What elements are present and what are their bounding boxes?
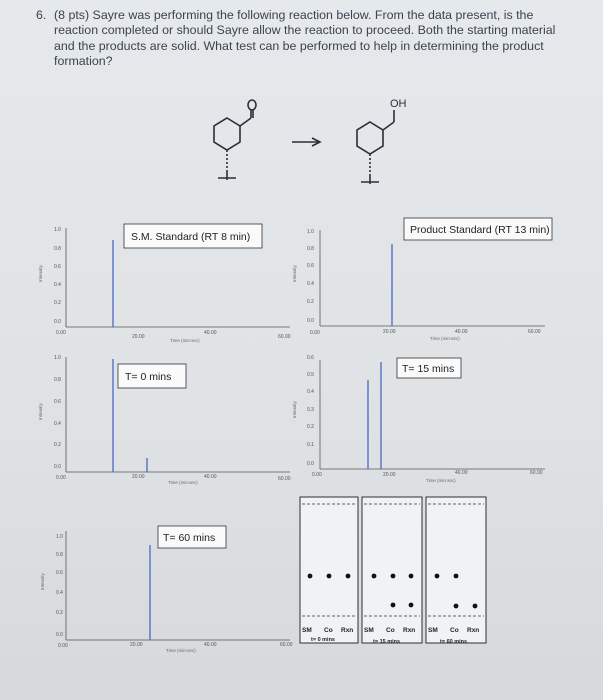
t60-ytick-0-2: 0.2 <box>56 610 63 616</box>
tlc-plate-t60 <box>426 497 486 645</box>
t0-y-ticks <box>54 355 61 470</box>
starting-material-structure <box>214 100 256 180</box>
tlc-lane-rxn: Rxn <box>467 627 480 634</box>
chart-t15 <box>292 355 545 483</box>
reaction-arrow <box>292 138 320 146</box>
tlc-lane-co: Co <box>324 627 333 634</box>
t60-ytick-0-6: 0.6 <box>56 570 63 576</box>
t60-ytick-0-4: 0.4 <box>56 590 63 596</box>
t0-ytick-0-4: 0.4 <box>54 421 61 427</box>
tlc-spot <box>346 574 351 579</box>
tlc-time-label-t60: t= 60 mins <box>440 639 468 645</box>
t0-xtick-40: 40.00 <box>204 474 217 480</box>
t15-ytick-0-0: 0.0 <box>307 461 314 467</box>
tlc-spot <box>391 603 396 608</box>
t0-ytick-0-8: 0.8 <box>54 377 61 383</box>
product-standard-xtick-0: 0.00 <box>310 330 320 336</box>
tlc-plates <box>300 497 486 645</box>
sm-standard-y-ticks <box>54 227 61 325</box>
t0-ytick-0-6: 0.6 <box>54 399 61 405</box>
tlc-spot <box>391 574 396 579</box>
tlc-lane-co: Co <box>386 627 395 634</box>
product-standard-y-ticks <box>307 229 314 324</box>
t15-ytick-0-4: 0.4 <box>307 389 314 395</box>
t60-ytick-0-8: 0.8 <box>56 552 63 558</box>
tlc-lane-co: Co <box>450 627 459 634</box>
t60-xlabel: Time (min:sec) <box>166 648 196 653</box>
t15-xtick-20: 20.00 <box>383 472 396 478</box>
tlc-time-label-t0: t= 0 mins <box>311 637 335 643</box>
sm-standard-ytick-0-6: 0.6 <box>54 264 61 270</box>
t0-label: T= 0 mins <box>125 371 172 383</box>
t15-y-ticks <box>307 355 314 467</box>
tlc-plate-t0 <box>300 497 358 643</box>
tlc-spot <box>409 603 414 608</box>
product-standard-ytick-0-0: 0.0 <box>307 318 314 324</box>
product-structure <box>357 110 394 184</box>
product-standard-ytick-0-6: 0.6 <box>307 263 314 269</box>
sm-standard-label: S.M. Standard (RT 8 min) <box>131 231 251 243</box>
t15-label: T= 15 mins <box>402 363 455 375</box>
tlc-plate-t15 <box>362 497 422 645</box>
question-text: (8 pts) Sayre was performing the following reaction below. From the data present, is the reaction completed or should Sayre allow the reaction to proceed. Both the starting material and the products are solid. What test can be performed to help in determining the product formation? <box>54 8 556 69</box>
sm-standard-ytick-0-4: 0.4 <box>54 282 61 288</box>
t15-xtick-40: 40.00 <box>455 470 468 476</box>
tlc-spot <box>454 604 459 609</box>
sm-standard-xlabel: Time (min:sec) <box>170 338 200 343</box>
tlc-lane-rxn: Rxn <box>341 627 354 634</box>
chart-sm-standard <box>38 224 291 343</box>
t60-ytick-0-0: 0.0 <box>56 632 63 638</box>
t0-ylabel: Intensity <box>38 403 43 420</box>
sm-standard-ytick-0-8: 0.8 <box>54 246 61 252</box>
product-standard-ytick-0-8: 0.8 <box>307 246 314 252</box>
t15-ytick-0-6: 0.6 <box>307 355 314 361</box>
tlc-lane-sm: SM <box>428 627 438 634</box>
t60-y-ticks <box>56 534 63 638</box>
tlc-spot <box>435 574 440 579</box>
t0-xtick-0: 0.00 <box>56 475 66 481</box>
product-standard-x-ticks <box>310 329 541 336</box>
product-oh-label: OH <box>390 98 407 110</box>
t60-label: T= 60 mins <box>163 532 216 544</box>
t60-xtick-40: 40.00 <box>204 642 217 648</box>
t60-ylabel: Intensity <box>40 573 45 590</box>
product-standard-ytick-1-0: 1.0 <box>307 229 314 235</box>
t15-xlabel: Time (min:sec) <box>426 478 456 483</box>
tlc-spot <box>473 604 478 609</box>
product-standard-ylabel: Intensity <box>292 265 297 282</box>
sm-standard-ytick-0-2: 0.2 <box>54 300 61 306</box>
question-number: 6. <box>36 8 47 22</box>
t0-ytick-0-2: 0.2 <box>54 442 61 448</box>
tlc-spot <box>409 574 414 579</box>
product-standard-ytick-0-4: 0.4 <box>307 281 314 287</box>
tlc-time-label-t15: t= 15 mins <box>373 639 401 645</box>
chart-t0 <box>38 355 291 485</box>
t15-ytick-0-2: 0.2 <box>307 424 314 430</box>
product-standard-label: Product Standard (RT 13 min) <box>410 224 550 236</box>
sm-standard-ytick-0-0: 0.0 <box>54 319 61 325</box>
tlc-lane-sm: SM <box>302 627 312 634</box>
tlc-lane-rxn: Rxn <box>403 627 416 634</box>
t15-ytick-0-3: 0.3 <box>307 407 314 413</box>
t15-ylabel: Intensity <box>292 401 297 418</box>
t60-xtick-20: 20.00 <box>130 642 143 648</box>
product-standard-xlabel: Time (min:sec) <box>430 336 460 341</box>
sm-standard-xtick-60: 60.00 <box>278 334 291 340</box>
product-standard-ytick-0-2: 0.2 <box>307 299 314 305</box>
product-standard-xtick-60: 60.00 <box>528 329 541 335</box>
sm-standard-ytick-1-0: 1.0 <box>54 227 61 233</box>
chart-t60 <box>40 526 293 653</box>
sm-standard-ylabel: Intensity <box>38 265 43 282</box>
product-standard-xtick-40: 40.00 <box>455 329 468 335</box>
chart-product-standard <box>292 218 552 341</box>
t15-xtick-60: 60.00 <box>530 470 543 476</box>
tlc-spot <box>454 574 459 579</box>
tlc-lane-sm: SM <box>364 627 374 634</box>
t15-ytick-0-5: 0.5 <box>307 372 314 378</box>
tlc-spot <box>308 574 313 579</box>
t0-xlabel: Time (min:sec) <box>168 480 198 485</box>
reaction-scheme <box>214 100 394 184</box>
t0-ytick-1-0: 1.0 <box>54 355 61 361</box>
sm-standard-xtick-0: 0.00 <box>56 330 66 336</box>
t0-ytick-0-0: 0.0 <box>54 464 61 470</box>
sm-standard-xtick-40: 40.00 <box>204 330 217 336</box>
t15-xtick-0: 0.00 <box>312 472 322 478</box>
t60-xtick-60: 60.00 <box>280 642 293 648</box>
t60-ytick-1-0: 1.0 <box>56 534 63 540</box>
t0-xtick-20: 20.00 <box>132 474 145 480</box>
sm-standard-xtick-20: 20.00 <box>132 334 145 340</box>
t15-ytick-0-1: 0.1 <box>307 442 314 448</box>
tlc-spot <box>327 574 332 579</box>
t60-xtick-0: 0.00 <box>58 643 68 649</box>
t0-xtick-60: 60.00 <box>278 476 291 482</box>
tlc-spot <box>372 574 377 579</box>
t15-x-ticks <box>312 470 543 478</box>
product-standard-xtick-20: 20.00 <box>383 329 396 335</box>
